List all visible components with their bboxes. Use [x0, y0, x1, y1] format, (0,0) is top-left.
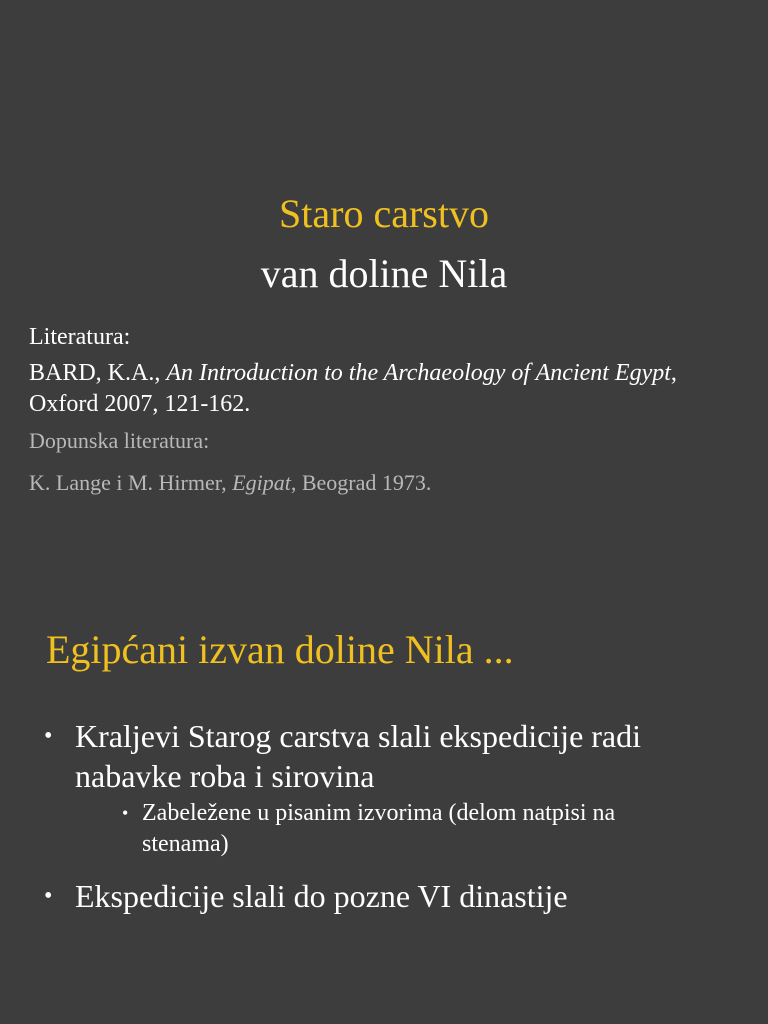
reference-details: , Oxford 2007, 121-162. [29, 360, 677, 417]
sub-bullet-text: Zabeležene u pisanim izvorima (delom natpisi na stenama) [142, 800, 616, 857]
supplementary-reference [29, 468, 744, 498]
bullet-dot: • [44, 723, 53, 749]
supplementary-literature-label: Dopunska literatura: [29, 428, 210, 453]
bullet-text: Kraljevi Starog carstva slali ekspedicije radi nabavke roba i sirovina [75, 718, 642, 794]
sub-bullet-item [0, 798, 682, 860]
literature-reference [29, 358, 744, 420]
bullet-item [0, 716, 715, 796]
supplementary-title: Egipat [232, 470, 291, 495]
reference-title: An Introduction to the Archaeology of Ancient Egypt [166, 360, 671, 386]
supplementary-details: , Beograd 1973. [290, 470, 432, 495]
bullet-list [0, 716, 768, 916]
slide-title: Egipćani izvan doline Nila ... [46, 627, 514, 672]
bullet-dot: • [44, 883, 53, 909]
slide-2 [0, 512, 768, 1024]
slide-subtitle: van doline Nila [260, 251, 508, 296]
supplementary-author: K. Lange i M. Hirmer, [29, 470, 233, 495]
literature-block [29, 322, 744, 498]
sub-bullet-dot: • [122, 803, 129, 823]
slide-title: Staro carstvo [279, 191, 489, 236]
bullet-text: Ekspedicije slali do pozne VI dinastije [75, 878, 568, 914]
literature-label: Literatura: [29, 324, 131, 350]
reference-author: BARD, K.A., [29, 360, 167, 386]
bullet-item [0, 876, 715, 916]
